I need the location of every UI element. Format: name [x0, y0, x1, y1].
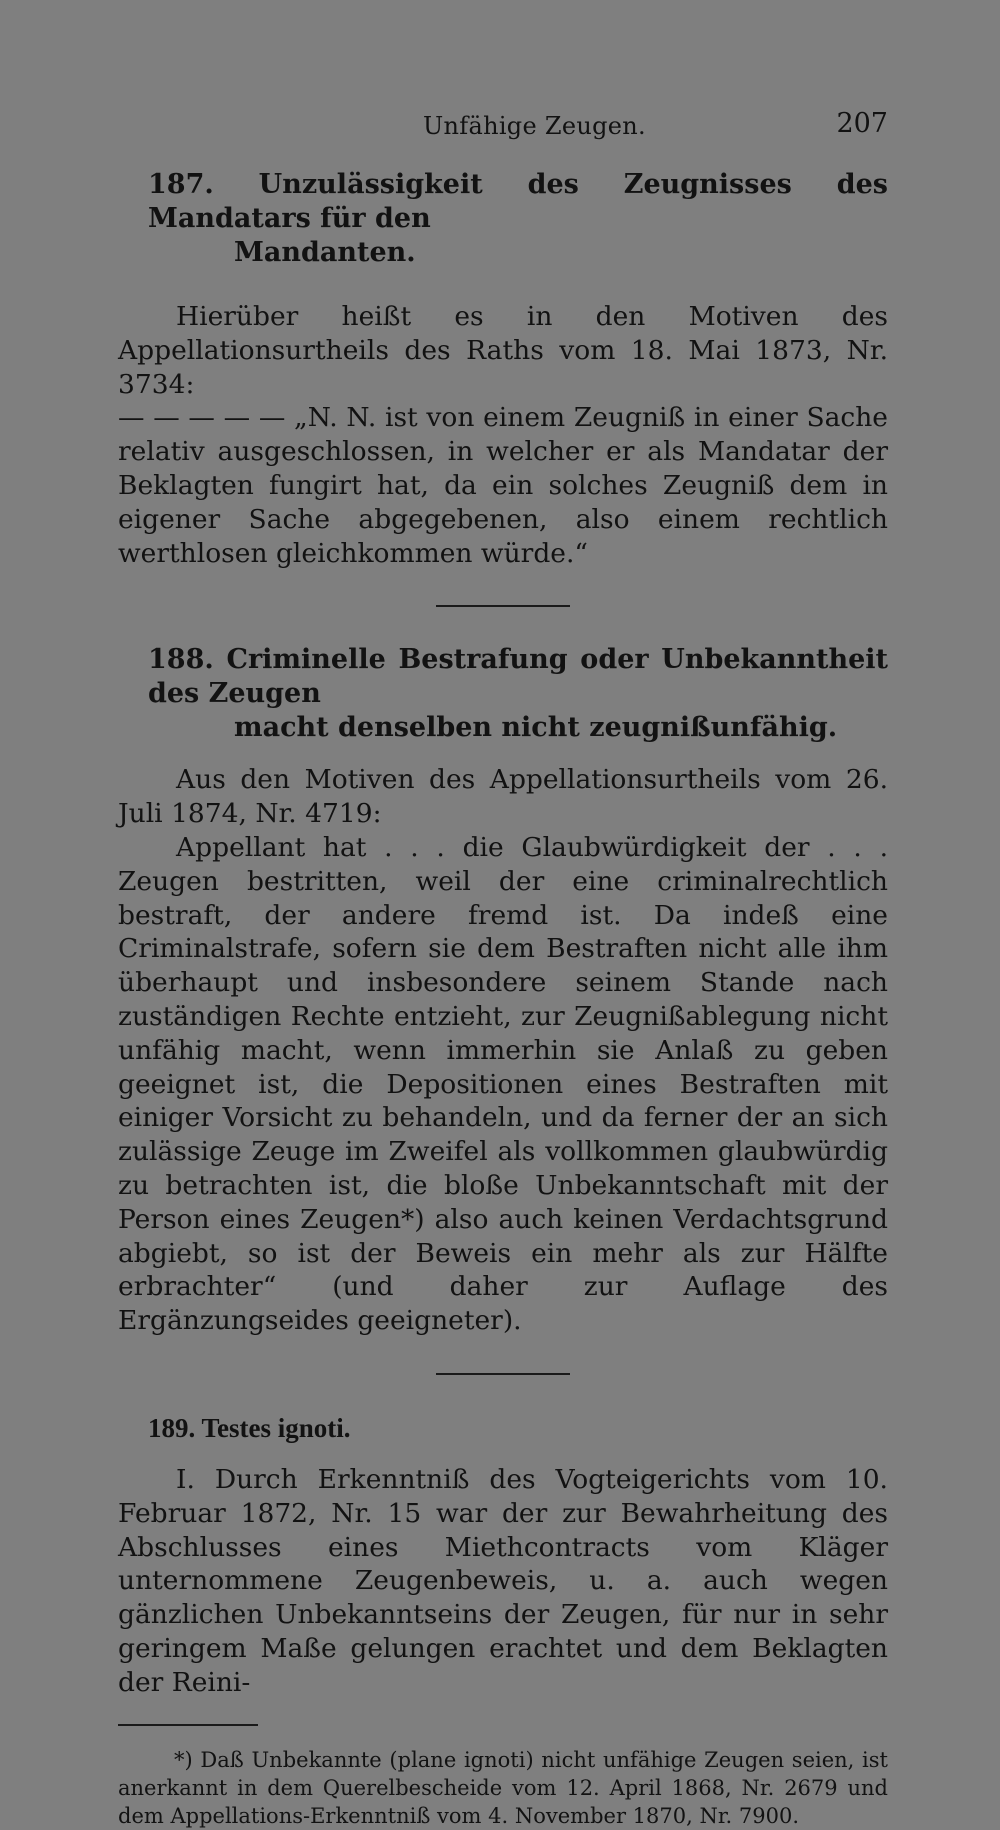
section-divider — [436, 605, 570, 607]
paragraph: Hierüber heißt es in den Motiven des Appellationsurtheils des Raths vom 18. Mai 1873, Nr. 3734: — [118, 301, 888, 400]
footnote: *) Daß Unbekannte (plane ignoti) nicht unfähige Zeugen seien, ist anerkannt in dem Querelbescheide vom 12. April 1868, Nr. 2679 und dem Appellations-Erkenntniß vom 4. November 1870, Nr. 7900. — [118, 1747, 888, 1828]
section-divider — [436, 1373, 570, 1375]
spacer — [118, 270, 888, 300]
footnote-rule — [118, 1724, 258, 1726]
page-number: 207 — [836, 108, 888, 139]
section-189-title — [148, 1411, 888, 1445]
page-body — [118, 168, 888, 1830]
section-title-line2: Mandanten. — [234, 237, 416, 268]
section-188-title — [148, 643, 888, 745]
section-187-title — [148, 168, 888, 270]
section-number: 189. — [148, 1412, 196, 1443]
section-number: 187. — [148, 169, 214, 200]
section-title-line2: macht denselben nicht zeugnißunfähig. — [234, 712, 838, 744]
spacer — [118, 745, 888, 763]
section-title-line1: Testes ignoti. — [201, 1412, 351, 1443]
page-header — [118, 108, 888, 148]
running-head: Unfähige Zeugen. — [423, 112, 646, 140]
paragraph: Appellant hat . . . die Glaubwürdigkeit der . . . Zeugen bestritten, weil der eine criminalrechtlich bestraft, der andere fremd ist. Da indeß eine Criminalstrafe, sofern sie dem Bestraften nicht alle ihm überhaupt und insbesondere seinem Stande nach zuständigen Rechte entzieht, zur Zeugnißablegung nicht unfähig macht, wenn immerhin sie Anlaß zu geben geeignet ist, die Depositionen eines Bestraften mit einiger Vorsicht zu behandeln, und da ferner der an sich zulässige Zeuge im Zweifel als vollkommen glaubwürdig zu betrachten ist, die bloße Unbekanntschaft mit der Person eines Zeugen*) also auch keinen Verdachtsgrund abgiebt, so ist der Beweis ein mehr als zur Hälfte erbrachter“ (und daher zur Auflage des Ergänzungseides geeigneter). — [118, 831, 888, 1337]
paragraph: I. Durch Erkenntniß des Vogteigerichts vom 10. Februar 1872, Nr. 15 war der zur Bewahrheitung des Abschlusses eines Miethcontracts vom Kläger unternommene Zeugenbeweis, u. a. auch wegen gänzlichen Unbekanntseins der Zeugen, für nur in sehr geringem Maße gelungen erachtet und dem Beklagten der Reini- — [118, 1463, 888, 1698]
section-number: 188. — [148, 644, 214, 676]
paragraph: — — — — — „N. N. ist von einem Zeugniß in einer Sache relativ ausgeschlossen, in welcher er als Mandatar der Beklagten fungirt hat, da ein solches Zeugniß dem in eigener Sache abgegebenen, also einem rechtlich werthlosen gleichkommen würde.“ — [118, 402, 888, 569]
section-title-line1: Criminelle Bestrafung oder Unbekanntheit des Zeugen — [148, 644, 888, 710]
paragraph: Aus den Motiven des Appellationsurtheils vom 26. Juli 1874, Nr. 4719: — [118, 764, 888, 830]
section-title-line1: Unzulässigkeit des Zeugnisses des Mandatars für den — [148, 169, 888, 234]
spacer — [118, 1445, 888, 1463]
